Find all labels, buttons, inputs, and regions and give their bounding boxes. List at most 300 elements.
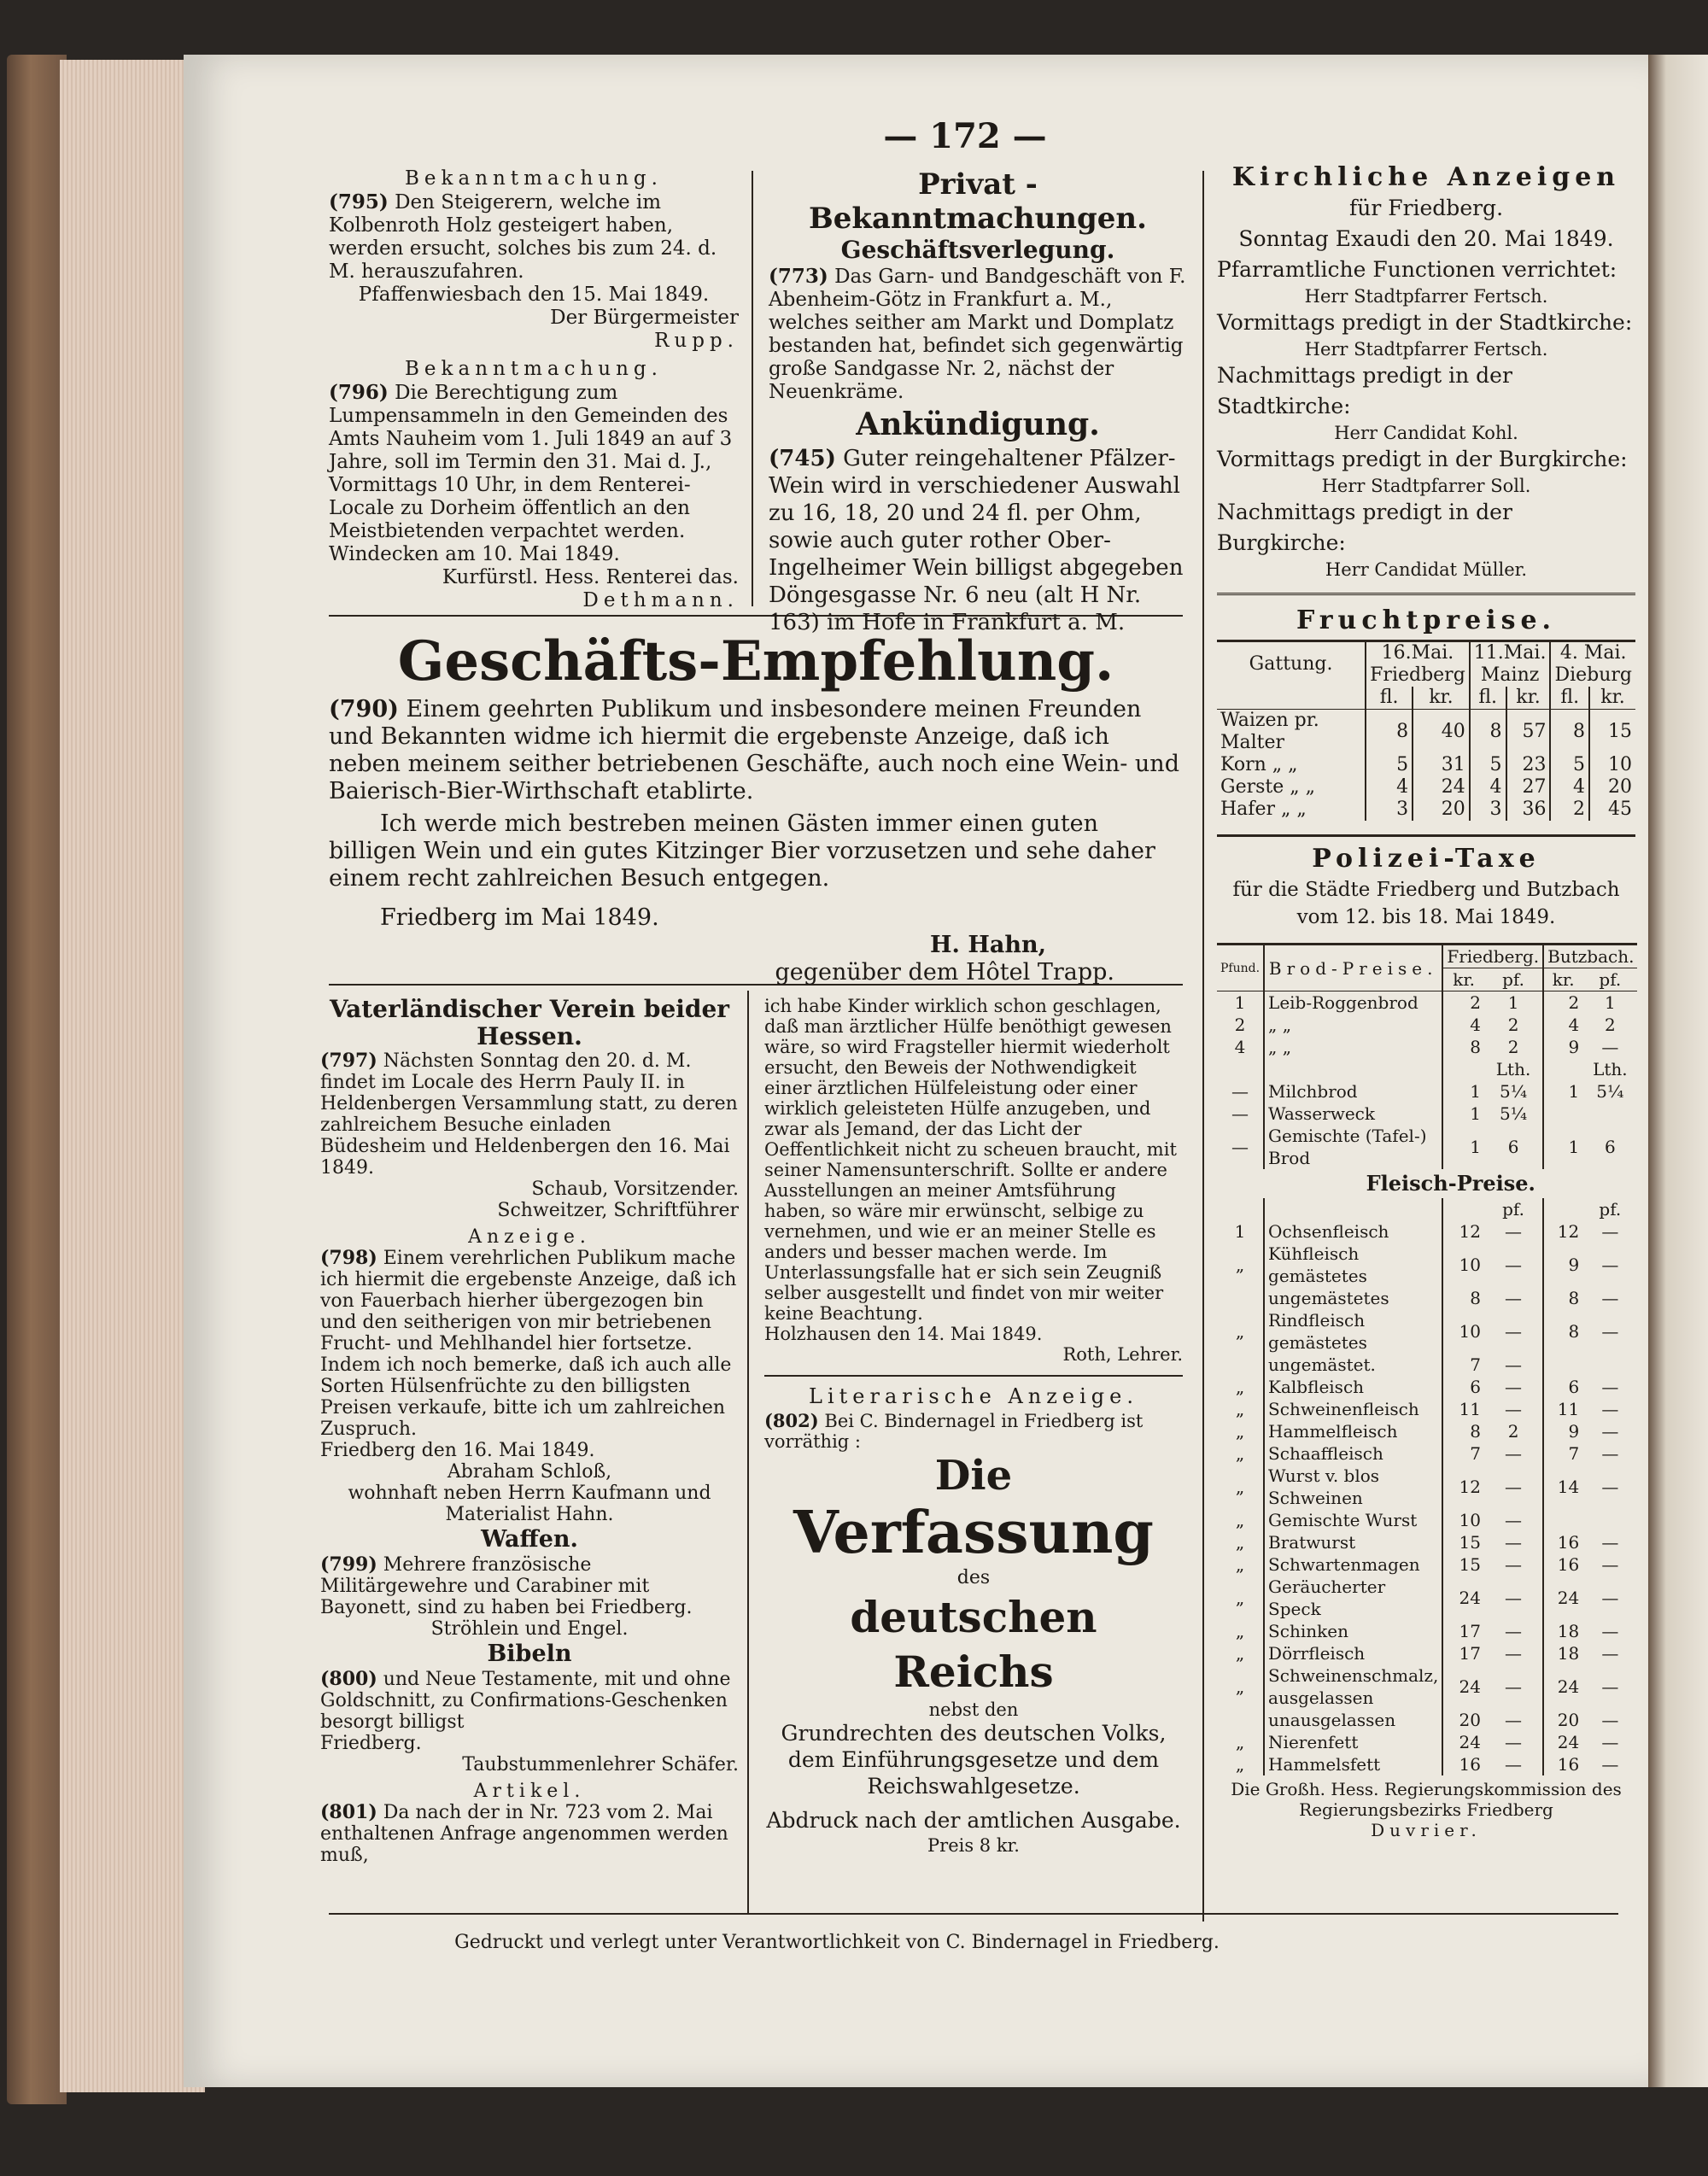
column-left-top [329,167,739,612]
table-cell: 2 [1543,991,1582,1015]
table-cell: — [1505,1554,1523,1575]
signature: Schaub, Vorsitzender. [531,1179,739,1200]
notice-number: (801) [320,1801,377,1823]
book-subtitle: Grundrechten des deutschen Volks, dem Einführungsgesetze und dem Reichswahlgesetze. [781,1721,1167,1799]
table-cell: — [1505,1255,1523,1275]
table-cell: 24 [1442,1731,1484,1753]
table-cell: 40 [1413,710,1470,755]
church-line: Vormittags predigt in der Burgkirche: [1217,447,1628,471]
table-cell: „ [1235,1510,1245,1530]
table-cell: — [1601,1443,1619,1464]
table-cell: — [1231,1103,1249,1124]
heading: Anzeige. [468,1226,591,1248]
notice-text: Bei C. Bindernagel in Friedberg ist vorräthig : [764,1411,1144,1452]
subheading: Geschäftsverlegung. [840,236,1115,264]
table-row [1217,1509,1637,1531]
table-cell: ungemästetes [1264,1287,1442,1309]
table-cell [1217,1058,1264,1080]
table-header: fl. [1470,687,1506,710]
table-cell: 8 [1442,1287,1484,1309]
notice-text: Da nach der in Nr. 723 vom 2. Mai enthaltenen Anfrage angenommen werden muß, [320,1802,728,1866]
table-cell: 14 [1543,1465,1582,1509]
notice-number: (802) [764,1410,819,1431]
table-cell: — [1505,1732,1523,1752]
place-date: Büdesheim und Heldenbergen den 16. Mai 1849. [320,1136,730,1179]
table-cell: 5 [1550,754,1589,776]
church-line: Nachmittags predigt in der Stadtkirche: [1217,363,1512,418]
signature: Kurfürstl. Hess. Renterei das. [442,566,739,588]
table-cell: — [1505,1621,1523,1641]
table-row [1217,710,1635,755]
table-cell: Korn „ „ [1220,754,1298,775]
date-line: Sonntag Exaudi den 20. Mai 1849. [1238,226,1614,251]
table-header: Dieburg [1550,664,1635,687]
church-line: Nachmittags predigt in der Burgkirche: [1217,500,1512,555]
signature: gegenüber dem Hôtel Trapp. [775,959,1114,986]
notice-text: Einem verehrlichen Publikum mache ich hiermit die ergebenste Anzeige, daß ich von Fauerbach hierher übergezogen bin und den seitherigen von mir betriebenen Frucht- und Mehlhandel hier fortsetze. Indem ich noch bemerke, daß ich auch alle Sorten Hülsenfrüchte zu den billigsten Preisen verkaufe, bitte ich um zahlreichen Zuspruch. [320,1248,737,1440]
church-person: Herr Stadtpfarrer Fertsch. [1304,339,1548,360]
table-cell: 5 [1366,754,1413,776]
church-person: Herr Stadtpfarrer Fertsch. [1304,286,1548,307]
facing-page-edge [1648,55,1708,2087]
notice-number: (798) [320,1247,377,1269]
notice-text: Den Steigerern, welche im Kolbenroth Holz gesteigert haben, werden ersucht, solches bis zum 24. d. M. herauszufahren. [329,191,717,283]
table-cell: — [1601,1532,1619,1553]
table-cell: — [1505,1288,1523,1308]
table-cell: 6 [1604,1137,1616,1157]
table-cell: — [1601,1321,1619,1342]
signature: Ströhlein und Engel. [430,1618,629,1640]
table-cell: 4 [1550,776,1589,798]
table-cell: 4 [1442,1014,1484,1036]
table-cell: 20 [1442,1709,1484,1731]
table-cell: 15 [1442,1531,1484,1553]
table-cell: — [1601,1377,1619,1397]
table-header: Brod-Preise. [1264,945,1442,991]
business-recommendation [329,628,1183,986]
place-date: Friedberg. [320,1733,422,1754]
table-row [1217,1553,1637,1576]
table-cell: „ [1235,1443,1245,1464]
table-row [1217,1354,1637,1376]
table-cell: 2 [1507,1037,1519,1057]
church-person: Herr Candidat Müller. [1325,559,1528,580]
big-heading: Geschäfts-Empfehlung. [397,629,1114,693]
notice-number: (790) [329,696,399,722]
table-cell: — [1505,1710,1523,1730]
table-row [1217,1014,1637,1036]
table-cell [1543,1509,1582,1531]
table-row [1217,776,1635,798]
signature: Die Großh. Hess. Regierungskommission des Regierungsbezirks Friedberg [1231,1779,1622,1820]
table-cell: — [1601,1732,1619,1752]
table-cell: Schinken [1264,1620,1442,1642]
table-header: pf. [1599,969,1622,990]
table-cell: 20 [1543,1709,1582,1731]
table-cell: 7 [1442,1442,1484,1465]
table-cell: Dörrfleisch [1264,1642,1442,1664]
table-cell: „ [1235,1399,1245,1419]
heading: Kirchliche Anzeigen [1231,162,1621,192]
notice-number: (795) [329,190,389,214]
table-header: 11.Mai. [1470,641,1551,665]
signature: Schweitzer, Schriftführer [497,1200,739,1221]
table-cell: „ [1235,1477,1245,1497]
notice-number: (800) [320,1668,377,1690]
table-cell: Rindfleisch gemästetes [1264,1309,1442,1354]
notice-number: (745) [769,446,836,471]
table-row [1217,1465,1637,1509]
table-cell: Gerste „ „ [1220,776,1316,798]
col-rule-2 [1202,171,1204,1922]
table-cell: „ [1235,1732,1245,1752]
church-person: Herr Candidat Kohl. [1334,423,1518,443]
table-cell: 1 [1543,1080,1582,1103]
signature: Taubstummenlehrer Schäfer. [462,1754,739,1775]
signature: wohnhaft neben Herrn Kaufmann und Materialist Hahn. [348,1483,711,1525]
table-row [1217,1220,1637,1243]
place-date: Friedberg den 16. Mai 1849. [320,1440,595,1461]
table-cell: 9 [1543,1036,1582,1058]
bread-meat-price-table [1217,943,1637,1775]
table-cell: 10 [1589,754,1635,776]
table-cell: 2 [1234,1015,1246,1035]
heading: Bekanntmachung. [405,358,663,380]
table-cell: Bratwurst [1264,1531,1442,1553]
book-title: deutschen Reichs [850,1592,1097,1697]
table-cell: 27 [1506,776,1551,798]
table-cell: Schweinenfleisch [1264,1398,1442,1420]
table-cell: 8 [1543,1309,1582,1354]
table-row [1217,1036,1637,1058]
table-cell: Hammelfleisch [1264,1420,1442,1442]
section-heading: Privat - Bekanntmachungen. [809,167,1147,236]
table-cell: 8 [1470,710,1506,755]
heading: Polizei-Taxe [1312,844,1541,874]
table-cell: Ochsenfleisch [1264,1220,1442,1243]
notice-text: Nächsten Sonntag den 20. d. M. findet im Locale des Herrn Pauly II. in Heldenbergen Versammlung statt, zu deren zahlreichem Besuche einladen [320,1050,738,1136]
subheading: für Friedberg. [1348,196,1504,220]
table-cell: 5¼ [1596,1081,1624,1102]
table-cell: — [1601,1221,1619,1242]
table-row [1217,1376,1637,1398]
table-cell: 24 [1413,776,1470,798]
edition-note: Abdruck nach der amtlichen Ausgabe. [766,1808,1181,1833]
table-cell: Wurst v. blos Schweinen [1264,1465,1442,1509]
table-cell: 10 [1442,1309,1484,1354]
notice-number: (799) [320,1553,377,1576]
table-cell: Leib-Roggenbrod [1264,991,1442,1015]
table-cell [1264,1198,1442,1220]
table-cell: — [1601,1037,1619,1057]
table-cell: 9 [1543,1420,1582,1442]
table-cell: 2 [1442,991,1484,1015]
notice-number: (797) [320,1050,377,1072]
table-cell: Lth. [1593,1059,1628,1079]
table-cell: 18 [1543,1620,1582,1642]
table-cell: „ [1235,1621,1245,1641]
table-cell: Kalbfleisch [1264,1376,1442,1398]
column-middle-bottom [764,996,1183,1856]
table-cell [1217,1287,1264,1309]
table-row [1217,1243,1637,1287]
table-cell [1217,1198,1264,1220]
column-left-bottom [320,996,739,1866]
church-person: Herr Stadtpfarrer Soll. [1321,476,1531,496]
table-cell: — [1601,1676,1619,1697]
subheading: Ankündigung. [856,407,1100,442]
table-row [1217,1309,1637,1354]
table-cell: 6 [1442,1376,1484,1398]
table-header: kr. [1506,687,1551,710]
table-row [1217,1642,1637,1664]
table-cell: 16 [1543,1753,1582,1775]
table-row [1217,1753,1637,1775]
table-row [1217,754,1635,776]
table-header: Gattung. [1249,653,1333,675]
table-row [1217,1709,1637,1731]
table-cell: „ [1235,1754,1245,1775]
price: Preis 8 kr. [927,1835,1020,1856]
table-cell: 17 [1442,1620,1484,1642]
table-header: fl. [1366,687,1413,710]
table-cell: 5¼ [1500,1081,1528,1102]
table-header: kr. [1442,968,1484,991]
table-cell: 4 [1366,776,1413,798]
table-cell: Schaaffleisch [1264,1442,1442,1465]
table-cell: 10 [1442,1243,1484,1287]
table-row [1217,1731,1637,1753]
table-cell: 3 [1470,798,1506,821]
table-cell: 1 [1234,1221,1246,1242]
table-cell: 17 [1442,1642,1484,1664]
table-cell: 1 [1442,1080,1484,1103]
date-line: vom 12. bis 18. Mai 1849. [1296,906,1556,928]
col-rule-1 [752,171,753,606]
table-cell: „ „ [1264,1014,1442,1036]
notice-number: (796) [329,381,389,404]
table-cell [1543,1198,1582,1220]
table-cell: Schweinenschmalz, ausgelassen [1264,1664,1442,1709]
table-header: Butzbach. [1543,945,1637,968]
notice-text: Einem geehrten Publikum und insbesondere meinen Freunden und Bekannten widme ich hiermit die ergebenste Anzeige, daß ich neben meinem seither betriebenen Geschäfte, auch noch eine Wein- und Baierisch-Bier-Wirthschaft etablirte. [329,696,1179,804]
table-row [1217,991,1637,1015]
table-header: Pfund. [1220,961,1261,975]
table-cell: 6 [1543,1376,1582,1398]
table-cell [1217,1354,1264,1376]
table-cell: 11 [1442,1398,1484,1420]
table-cell: 6 [1507,1137,1519,1157]
table-cell: 4 [1543,1014,1582,1036]
table-cell: 2 [1550,798,1589,821]
book-title: des [956,1567,991,1588]
notice-text: Das Garn- und Bandgeschäft von F. Abenheim-Götz in Frankfurt a. M., welches seither am Markt und Domplatz bestanden hat, befindet sich gegenwärtig große Sandgasse Nr. 2, nächst der Neuenkräme. [769,266,1186,403]
table-cell: — [1505,1443,1523,1464]
table-cell [1264,1058,1442,1080]
table-cell: „ „ [1264,1036,1442,1058]
table-cell: 9 [1543,1243,1582,1287]
table-header: kr. [1589,687,1635,710]
heading: Fruchtpreise. [1296,605,1556,635]
table-cell: 2 [1507,1015,1519,1035]
table-cell: — [1505,1377,1523,1397]
table-cell: 1 [1604,992,1616,1013]
table-cell: — [1601,1621,1619,1641]
hrule-bottom [329,1913,1618,1915]
table-cell: — [1505,1221,1523,1242]
table-cell [1442,1198,1484,1220]
table-cell: pf. [1502,1199,1524,1220]
table-row [1217,1442,1637,1465]
table-cell: Hammelsfett [1264,1753,1442,1775]
page-number: — 172 — [883,116,1047,156]
signature: H. Hahn, [930,932,1046,958]
place-date: Windecken am 10. Mai 1849. [329,543,620,565]
table-cell: 45 [1589,798,1635,821]
table-cell: Geräucherter Speck [1264,1576,1442,1620]
table-cell: 57 [1506,710,1551,755]
signature: Roth, Lehrer. [1062,1344,1183,1365]
table-cell: — [1601,1754,1619,1775]
table-cell: 1 [1507,992,1519,1013]
notice-text: Ich werde mich bestreben meinen Gästen immer einen guten billigen Wein und ein gutes Kitzinger Bier vorzusetzen und sehe daher einem recht zahlreichen Besuch entgegen. [329,810,1155,892]
table-cell: Gemischte Wurst [1264,1509,1442,1531]
table-cell: „ [1235,1554,1245,1575]
table-row [1217,1420,1637,1442]
place-date: Friedberg im Mai 1849. [380,904,659,931]
table-cell: Lth. [1495,1059,1531,1079]
table-cell: „ [1235,1643,1245,1664]
subheading: für die Städte Friedberg und Butzbach [1232,879,1620,901]
table-cell: — [1601,1399,1619,1419]
table-row [1217,1198,1637,1220]
imprint: Gedruckt und verlegt unter Verantwortlichkeit von C. Bindernagel in Friedberg. [454,1932,1220,1953]
table-cell: 36 [1506,798,1551,821]
table-cell [1543,1058,1582,1080]
table-cell: Schwartenmagen [1264,1553,1442,1576]
table-cell: — [1601,1477,1619,1497]
place-date: Holzhausen den 14. Mai 1849. [764,1324,1043,1344]
subheading: Vaterländischer Verein beider Hessen. [329,995,730,1050]
table-cell: 24 [1543,1731,1582,1753]
table-row [1217,1620,1637,1642]
table-cell: 31 [1413,754,1470,776]
table-cell: 1 [1442,1103,1484,1125]
table-cell: Wasserweck [1264,1103,1442,1125]
table-cell: 1 [1234,992,1246,1013]
table-cell: 7 [1543,1442,1582,1465]
table-cell: — [1601,1421,1619,1442]
grain-price-table [1217,640,1635,821]
table-cell: 24 [1543,1576,1582,1620]
table-cell: — [1601,1255,1619,1275]
table-cell: 16 [1543,1531,1582,1553]
table-cell: 15 [1442,1553,1484,1576]
table-cell: — [1505,1588,1523,1608]
table-cell: — [1505,1676,1523,1697]
table-cell: 3 [1366,798,1413,821]
table-cell: 5¼ [1500,1103,1528,1124]
table-cell: 2 [1604,1015,1616,1035]
table-cell: 8 [1366,710,1413,755]
table-cell: 10 [1442,1509,1484,1531]
table-cell: 8 [1442,1036,1484,1058]
table-cell: 16 [1543,1553,1582,1576]
table-row [1217,1080,1637,1103]
table-cell: 15 [1589,710,1635,755]
table-header: Friedberg [1366,664,1470,687]
table-cell: — [1505,1354,1523,1375]
church-line: Vormittags predigt in der Stadtkirche: [1217,310,1633,335]
table-cell: 4 [1470,776,1506,798]
place-date: Pfaffenwiesbach den 15. Mai 1849. [358,284,710,306]
table-header: kr. [1413,687,1470,710]
signature: Duvrier. [1371,1820,1482,1840]
table-cell: „ [1235,1532,1245,1553]
table-cell [1543,1354,1582,1376]
table-cell: 18 [1543,1642,1582,1664]
table-cell: „ [1235,1255,1245,1275]
column-right [1217,162,1635,1840]
table-cell [1442,1058,1484,1080]
table-header: Mainz [1470,664,1551,687]
book-subtitle: nebst den [928,1699,1019,1720]
table-cell: 12 [1543,1220,1582,1243]
subheading: Bibeln [487,1641,572,1667]
signature: Der Bürgermeister [550,307,739,329]
book-title: Die [934,1452,1013,1500]
notice-number: (773) [769,265,828,288]
notice-text: ich habe Kinder wirklich schon geschlagen, daß man ärztlicher Hülfe benöthigt gewesen wäre, so wird Fragsteller hiermit wiederholt ersucht, den Beweis der Nothwendigkeit einer ärztlichen Hülfeleistung oder einer wirklich geleisteten Hülfe anzugeben, und zwar als Jemand, der das Licht der Oeffentlichkeit nicht zu scheuen braucht, mit seiner Namensunterschrift. Sollte er andere Ausstellungen an meiner Amtsführung haben, so wäre mir erwünscht, selbige zu vernehmen, und wie er an meiner Stelle es anders und besser machen werde. Im Unterlassungsfalle hat er sich sein Zeugniß selber ausgestellt und findet von mir weiter keine Beachtung. [764,996,1177,1324]
table-cell [1543,1103,1582,1125]
table-cell: 24 [1442,1664,1484,1709]
table-cell: 1 [1442,1125,1484,1169]
heading: Bekanntmachung. [405,167,663,190]
table-cell: 8 [1442,1420,1484,1442]
table-cell: „ [1235,1676,1245,1697]
table-cell: Waizen pr. Malter [1220,710,1319,753]
table-cell: ungemästet. [1264,1354,1442,1376]
table-header: 16.Mai. [1366,641,1470,665]
table-cell: 24 [1442,1576,1484,1620]
table-cell: — [1601,1554,1619,1575]
heading: Literarische Anzeige. [809,1384,1138,1408]
signature: Abraham Schloß, [447,1461,612,1483]
table-row [1217,1576,1637,1620]
table-cell: 23 [1506,754,1551,776]
table-header: kr. [1543,968,1582,991]
table-cell: 1 [1543,1125,1582,1169]
table-cell: „ [1235,1588,1245,1608]
table-header: pf. [1502,969,1524,990]
table-cell: pf. [1599,1199,1622,1220]
table-row [1217,1103,1637,1125]
table-cell: Gemischte (Tafel-) Brod [1264,1125,1442,1169]
subheading: Fleisch-Preise. [1366,1171,1535,1196]
table-cell: 12 [1442,1220,1484,1243]
table-cell: 20 [1589,776,1635,798]
table-cell: 8 [1543,1287,1582,1309]
church-line: Pfarramtliche Functionen verrichtet: [1217,257,1617,282]
table-header: 4. Mai. [1550,641,1635,665]
table-cell: 4 [1234,1037,1246,1057]
table-cell: — [1601,1588,1619,1608]
table-cell: Nierenfett [1264,1731,1442,1753]
subheading: Waffen. [481,1526,578,1553]
table-cell: — [1505,1643,1523,1664]
table-cell: 12 [1442,1465,1484,1509]
table-cell: — [1601,1643,1619,1664]
